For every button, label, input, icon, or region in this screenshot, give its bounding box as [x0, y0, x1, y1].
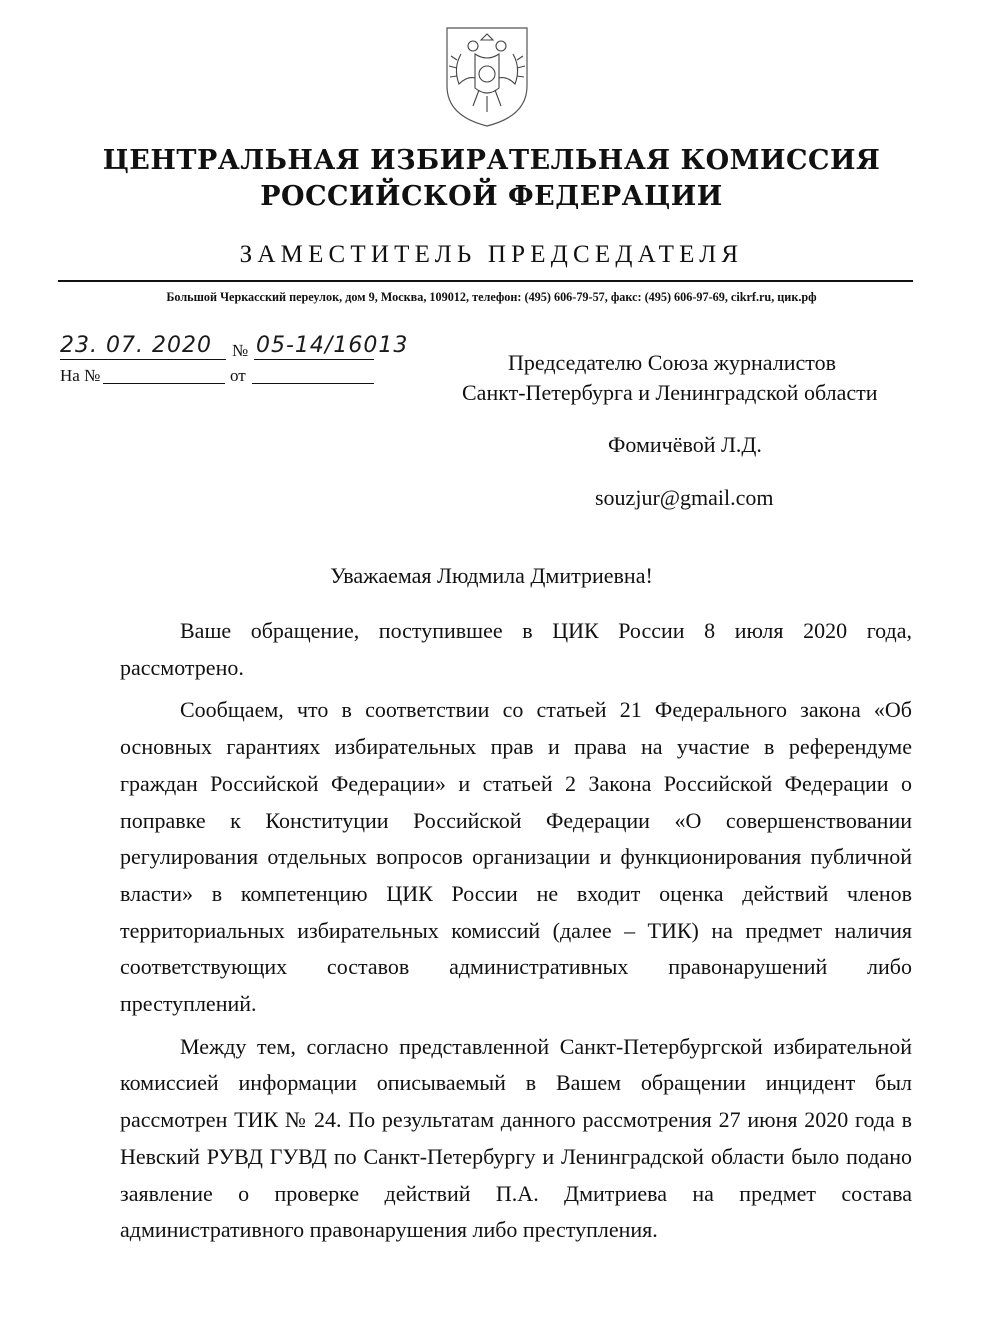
reference-from-label: от — [230, 366, 246, 385]
handwritten-date: 23. 07. 2020 — [60, 333, 212, 358]
recipient-email: souzjur@gmail.com — [595, 485, 774, 510]
greeting: Уважаемая Людмила Дмитриевна! — [330, 563, 653, 588]
body-paragraph-3: Между тем, согласно представленной Санкт-Петербургской избирательной комиссией информации описываемый в Вашем обращении инцидент был рассмотрен ТИК № 24. По результатам данного рассмотрения 27 июня 2020 года в Невский РУВД ГУВД по Санкт-Петербургу и Ленинградской области было подано заявление о проверке действий П.А. Дмитриева на предмет состава административного правонарушения либо преступления. — [120, 1033, 912, 1243]
number-sign: № — [232, 341, 249, 360]
number-underline — [254, 358, 374, 360]
reference-underline — [103, 382, 225, 384]
sender-position: ЗАМЕСТИТЕЛЬ ПРЕДСЕДАТЕЛЯ — [239, 241, 744, 268]
reference-from-underline — [252, 382, 374, 384]
recipient-line-1: Председателю Союза журналистов — [508, 350, 836, 375]
organization-name — [0, 143, 983, 215]
org-address: Большой Черкасский переулок, дом 9, Москва, 109012, телефон: (495) 606-79-57, факс: (495) 606-97-69, cikrf.ru, цик.рф — [166, 290, 817, 304]
reference-label: На № — [60, 366, 101, 385]
header-divider — [58, 280, 913, 282]
handwritten-number: 05-14/16013 — [256, 333, 409, 358]
org-line-1: ЦЕНТРАЛЬНАЯ ИЗБИРАТЕЛЬНАЯ КОМИССИЯ — [102, 145, 881, 176]
body-paragraph-2: Сообщаем, что в соответствии со статьей 21 Федерального закона «Об основных гарантиях избирательных прав и права на участие в референдуме граждан Российской Федерации» и статьей 2 Закона Российской Федерации о поправке к Конституции Российской Федерации «О совершенствовании регулирования отдельных вопросов организации и функционирования публичной власти» в компетенцию ЦИК России не входит оценка действий членов территориальных избирательных комиссий (далее – ТИК) на предмет наличия соответствующих составов административных правонарушений либо преступлений. — [120, 697, 912, 1017]
letter-body — [120, 613, 912, 1249]
recipient-line-2: Санкт-Петербурга и Ленинградской области — [462, 380, 878, 405]
recipient-name: Фомичёвой Л.Д. — [608, 432, 762, 457]
body-paragraph-1: Ваше обращение, поступившее в ЦИК России 8 июля 2020 года, рассмотрено. — [120, 618, 912, 680]
org-line-2: РОССИЙСКОЙ ФЕДЕРАЦИИ — [260, 181, 723, 212]
double-headed-eagle-icon — [443, 24, 531, 130]
date-underline — [60, 358, 226, 360]
